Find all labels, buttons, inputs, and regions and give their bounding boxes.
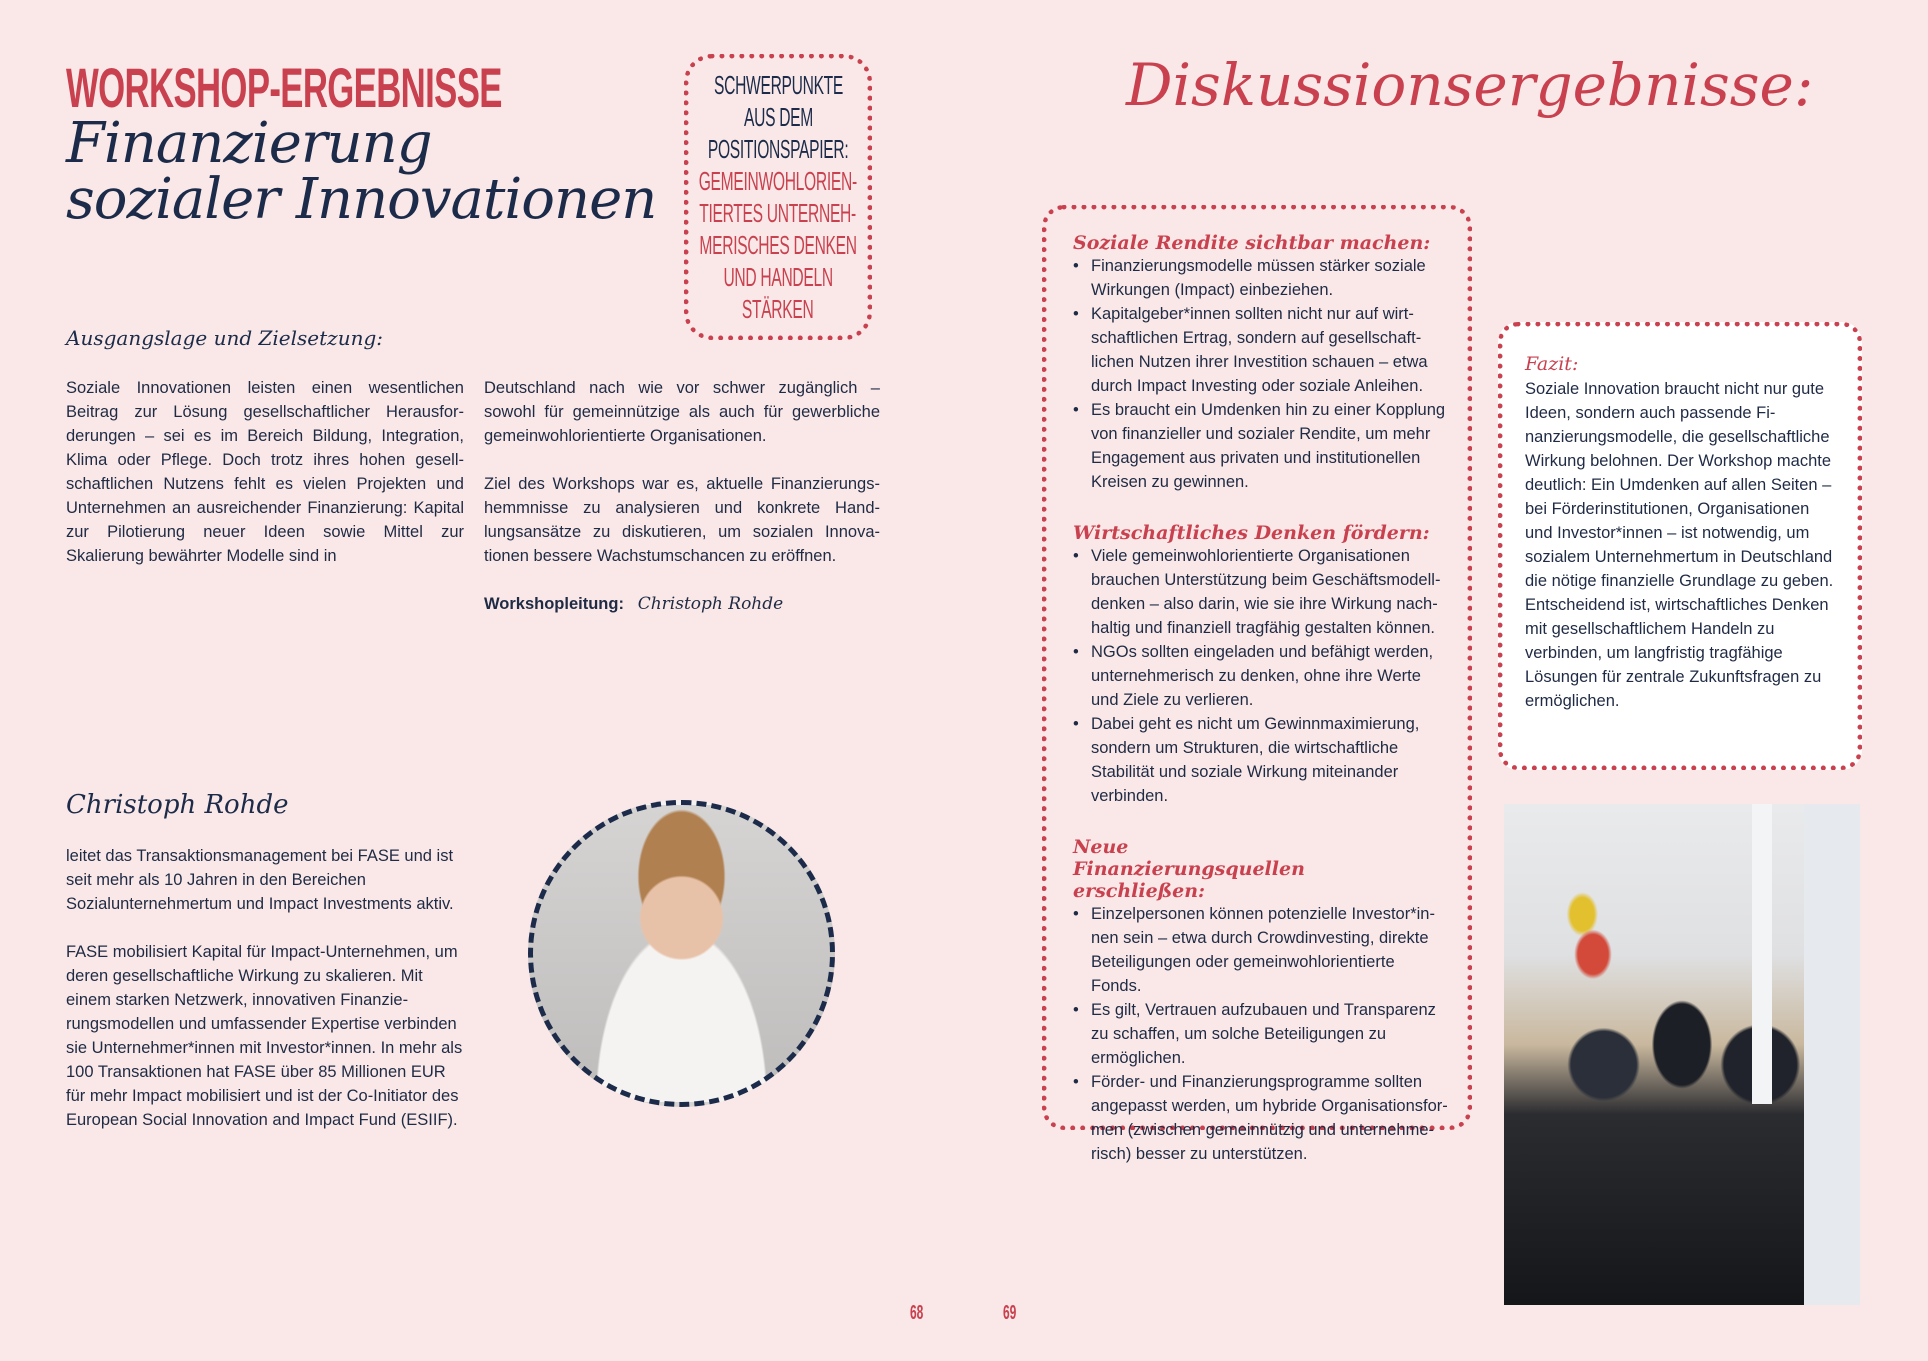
intro-column-1: Soziale Innovationen leisten einen wesentlichen Beitrag zur Lösung gesellschaftlicher Herausforderungen – sei es im Bereich Bildung, Integration, Klima oder Pflege. Doch trotz ihres hohen gesellschaftlichen Nutzens fehlt es vielen Projekten und Unternehmen an ausreichender Finanzierung: Kapital zur Pilotierung neuer Ideen sowie Mittel zur Skalierung bewährter Modelle sind in	[66, 379, 464, 565]
stamp-line: STÄRKEN	[742, 294, 814, 324]
bio-name: Christoph Rohde	[66, 790, 289, 820]
section-kicker: WORKSHOP-ERGEBNISSE	[66, 56, 502, 119]
bullet-icon: •	[1073, 715, 1079, 733]
section-heading: Neue Finanzierungsquellen erschließen:	[1073, 836, 1305, 902]
intro-column-2	[484, 376, 880, 616]
conclusion-text: Soziale Innovation braucht nicht nur gute Ideen, sondern auch passende Finanzierungsmodelle, die gesellschaftliche Wirkung belohnen. Der Workshop machte deutlich: Ein Umdenken auf allen Seiten – bei Förderinstitutionen, Organisationen und Investor*innen – ist notwendig, um sozialem Unternehmertum in Deutschland die nötige finanzielle Grundlage zu geben. Entscheidend ist, wirtschaftliches Denken mit gesellschaftlichem Handeln zu verbinden, um langfristig tragfähige Lösungen für zentrale Zukunftsfragen zu ermöglichen.	[1525, 380, 1834, 710]
list-item: • Es braucht ein Umdenken hin zu einer Kopplung von finanzieller und sozialer Rendite, um mehr Engagement aus privaten und institutionellen Kreisen zu gewinnen.	[1073, 398, 1449, 494]
stamp-line: TIERTES UNTERNEH-	[699, 198, 857, 228]
portrait-photo	[528, 800, 835, 1107]
intro-paragraph: Ziel des Workshops war es, aktuelle Finanzierungshemmnisse zu analysieren und konkrete Handlungsansätze zu diskutieren, um sozialen Innovationen bessere Wachstumschancen zu eröffnen.	[484, 475, 880, 565]
focus-stamp-box	[684, 54, 872, 340]
list-item: • Dabei geht es nicht um Gewinnmaximierung, sondern um Strukturen, die wirtschaftliche Stabilität und soziale Wirkung miteinander verbinden.	[1073, 712, 1449, 808]
title-line-2: sozialer Innovationen	[66, 167, 657, 232]
intro-heading: Ausgangslage und Zielsetzung:	[66, 326, 384, 350]
conclusion-heading: Fazit:	[1525, 353, 1579, 375]
list-item: • Kapitalgeber*innen sollten nicht nur auf wirtschaftlichen Ertrag, sondern auf gesellschaftlichen Nutzen ihrer Investition schauen – etwa durch Impact Investing oder soziale Anleihen.	[1073, 302, 1449, 398]
results-section	[1073, 522, 1449, 808]
list-item: • Es gilt, Vertrauen aufzubauen und Transparenz zu schaffen, um solche Beteiligungen zu ermöglichen.	[1073, 998, 1449, 1070]
stamp-line: MERISCHES DENKEN	[699, 230, 857, 260]
bio-text	[66, 844, 466, 1156]
workshop-lead-name: Christoph Rohde	[637, 594, 784, 614]
list-item: • Finanzierungsmodelle müssen stärker soziale Wirkungen (Impact) einbeziehen.	[1073, 254, 1449, 302]
bio-paragraph: FASE mobilisiert Kapital für Impact-Unternehmen, um deren gesellschaftliche Wirkung zu skalieren. Mit einem starken Netzwerk, innovativen Finanzierungsmodellen und umfassender Expertise verbinden sie Unternehmer*innen mit Investor*innen. In mehr als 100 Transaktionen hat FASE über 85 Millionen EUR für mehr Impact mobilisiert und ist der Co-Initiator des European Social Innovation and Impact Fund (ESIIF).	[66, 943, 463, 1129]
photo-pillar	[1752, 804, 1772, 1104]
section-heading: Wirtschaftliches Denken fördern:	[1073, 522, 1430, 544]
stamp-line: UND HANDELN	[723, 262, 833, 292]
stamp-line: GEMEINWOHLORIEN-	[698, 166, 858, 196]
results-section	[1073, 232, 1449, 494]
stamp-line: AUS DEM	[743, 102, 813, 132]
results-section	[1073, 836, 1449, 1166]
bullet-icon: •	[1073, 1001, 1079, 1019]
discussion-title: Diskussionsergebnisse:	[1126, 51, 1814, 119]
title-line-1: Finanzierung	[66, 111, 432, 176]
page-number-right: 69	[1003, 1302, 1017, 1324]
bullet-icon: •	[1073, 1073, 1079, 1091]
bullet-list	[1073, 544, 1449, 808]
section-heading: Soziale Rendite sichtbar machen:	[1073, 232, 1431, 254]
bullet-icon: •	[1073, 643, 1079, 661]
conclusion-box	[1498, 322, 1862, 770]
stamp-line: POSITIONSPAPIER:	[707, 134, 849, 164]
bullet-list	[1073, 902, 1449, 1166]
bullet-icon: •	[1073, 305, 1079, 323]
list-item: • NGOs sollten eingeladen und befähigt werden, unternehmerisch zu denken, ohne ihre Werte und Ziele zu verlieren.	[1073, 640, 1449, 712]
bullet-list	[1073, 254, 1449, 494]
bio-paragraph: leitet das Transaktionsmanagement bei FASE und ist seit mehr als 10 Jahren in den Bereichen Sozialunternehmertum und Impact Investments aktiv.	[66, 847, 454, 913]
list-item: • Einzelpersonen können potenzielle Investor*innen sein – etwa durch Crowdinvesting, direkte Beteiligungen oder gemeinwohlorientierte Fonds.	[1073, 902, 1449, 998]
workshop-lead-label: Workshopleitung:	[484, 595, 624, 613]
bullet-icon: •	[1073, 257, 1079, 275]
discussion-results-box	[1042, 205, 1472, 1163]
intro-paragraph: Deutschland nach wie vor schwer zugänglich – sowohl für gemeinnützige als auch für gewerbliche gemeinwohlorientierte Organisationen.	[484, 379, 880, 445]
list-item: • Förder- und Finanzierungsprogramme sollten angepasst werden, um hybride Organisationsformen (zwischen gemeinnützig und unternehmerisch) besser zu unterstützen.	[1073, 1070, 1449, 1166]
workshop-photo	[1504, 804, 1860, 1305]
page-number-left: 68	[910, 1302, 924, 1324]
bullet-icon: •	[1073, 905, 1079, 923]
list-item: • Viele gemeinwohlorientierte Organisationen brauchen Unterstützung beim Geschäftsmodelldenken – also darin, wie sie ihre Wirkung nachhaltig und finanziell tragfähig gestalten können.	[1073, 544, 1449, 640]
bullet-icon: •	[1073, 547, 1079, 565]
workshop-lead	[484, 592, 880, 616]
photo-pillar	[1804, 804, 1860, 1305]
bullet-icon: •	[1073, 401, 1079, 419]
stamp-line: SCHWERPUNKTE	[713, 70, 843, 100]
page-title	[66, 111, 657, 232]
